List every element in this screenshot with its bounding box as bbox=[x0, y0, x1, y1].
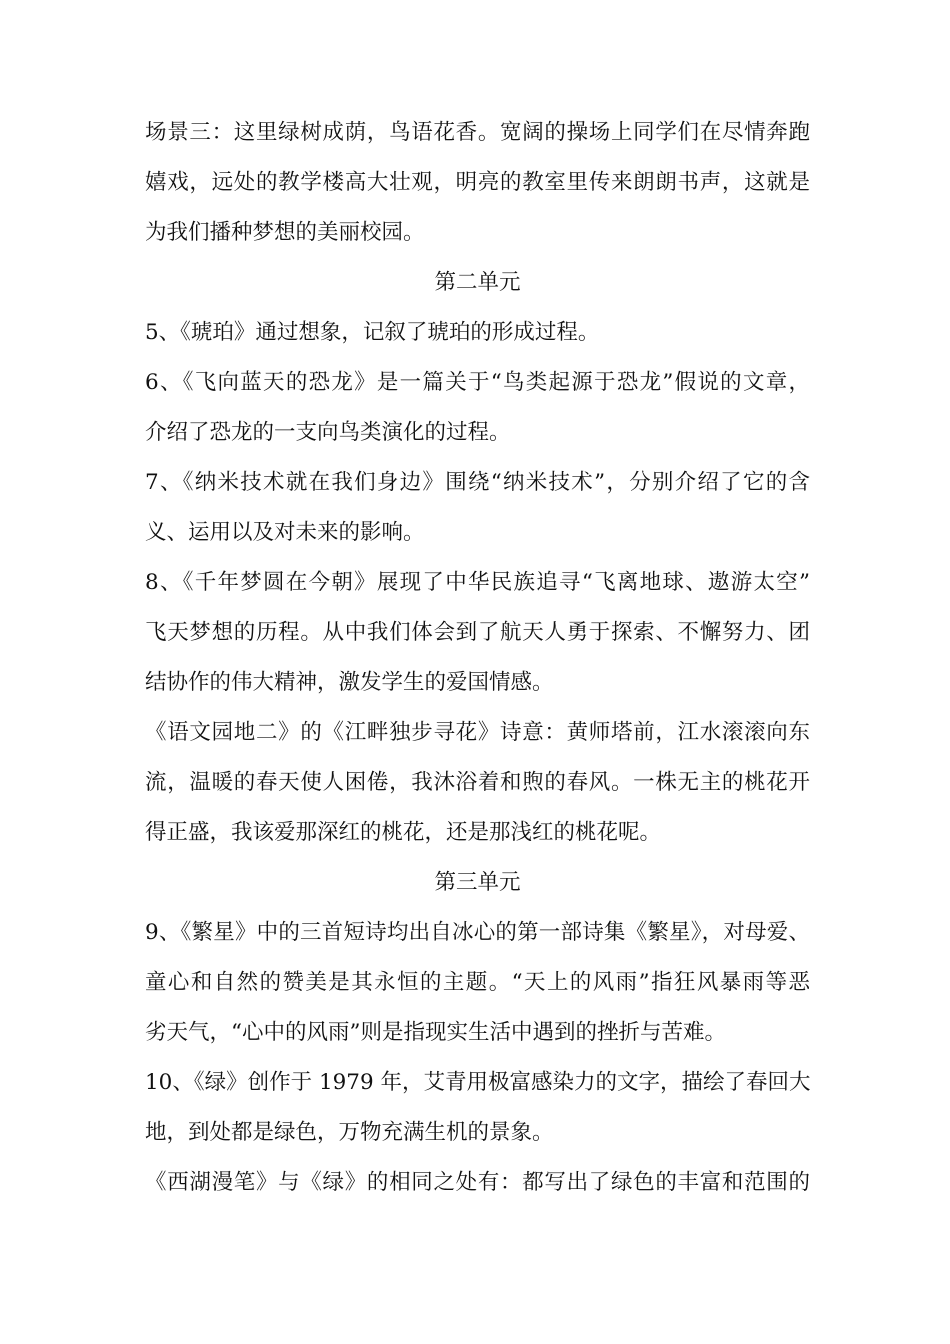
unit2-heading: 第二单元 bbox=[434, 270, 521, 295]
compare-paragraph bbox=[145, 1158, 810, 1208]
item10-paragraph bbox=[145, 1058, 810, 1158]
text-line: 7、《纳米技术就在我们身边》围绕“纳米技术”，分别介绍了它的含 bbox=[145, 470, 810, 495]
text-line: 场景三：这里绿树成荫，鸟语花香。宽阔的操场上同学们在尽情奔跑 bbox=[145, 120, 810, 145]
text-line: 5、《琥珀》通过想象，记叙了琥珀的形成过程。 bbox=[145, 320, 600, 345]
text-line: 地，到处都是绿色，万物充满生机的景象。 bbox=[145, 1120, 554, 1145]
item6-paragraph bbox=[145, 358, 810, 458]
text-line: 为我们播种梦想的美丽校园。 bbox=[145, 220, 425, 245]
text-line: 流，温暖的春天使人困倦，我沐浴着和煦的春风。一株无主的桃花开 bbox=[145, 770, 810, 795]
text-line: 童心和自然的赞美是其永恒的主题。“天上的风雨”指狂风暴雨等恶 bbox=[145, 970, 810, 995]
text-line: 6、《飞向蓝天的恐龙》是一篇关于“鸟类起源于恐龙”假说的文章， bbox=[145, 370, 810, 395]
unit3-heading: 第三单元 bbox=[434, 870, 521, 895]
item8-paragraph bbox=[145, 558, 810, 708]
text-line: 嬉戏，远处的教学楼高大壮观，明亮的教室里传来朗朗书声，这就是 bbox=[145, 170, 810, 195]
scene3-paragraph bbox=[145, 108, 810, 258]
item7-paragraph bbox=[145, 458, 810, 558]
item9-paragraph bbox=[145, 908, 810, 1058]
text-line: 《语文园地二》的《江畔独步寻花》诗意：黄师塔前，江水滚滚向东 bbox=[145, 720, 810, 745]
text-line: 10、《绿》创作于 1979 年，艾青用极富感染力的文字，描绘了春回大 bbox=[145, 1070, 810, 1095]
text-line: 9、《繁星》中的三首短诗均出自冰心的第一部诗集《繁星》，对母爱、 bbox=[145, 920, 810, 945]
text-line: 劣天气，“心中的风雨”则是指现实生活中遇到的挫折与苦难。 bbox=[145, 1020, 726, 1045]
text-line: 8、《千年梦圆在今朝》展现了中华民族追寻“飞离地球、遨游太空” bbox=[145, 570, 810, 595]
text-line: 飞天梦想的历程。从中我们体会到了航天人勇于探索、不懈努力、团 bbox=[145, 620, 810, 645]
garden2-paragraph bbox=[145, 708, 810, 858]
text-line: 《西湖漫笔》与《绿》的相同之处有：都写出了绿色的丰富和范围的 bbox=[145, 1170, 810, 1195]
text-line: 介绍了恐龙的一支向鸟类演化的过程。 bbox=[145, 420, 511, 445]
text-line: 义、运用以及对未来的影响。 bbox=[145, 520, 425, 545]
document-page bbox=[145, 108, 810, 1208]
text-line: 结协作的伟大精神，激发学生的爱国情感。 bbox=[145, 670, 554, 695]
text-line: 得正盛，我该爱那深红的桃花，还是那浅红的桃花呢。 bbox=[145, 820, 662, 845]
item5-paragraph bbox=[145, 308, 810, 358]
